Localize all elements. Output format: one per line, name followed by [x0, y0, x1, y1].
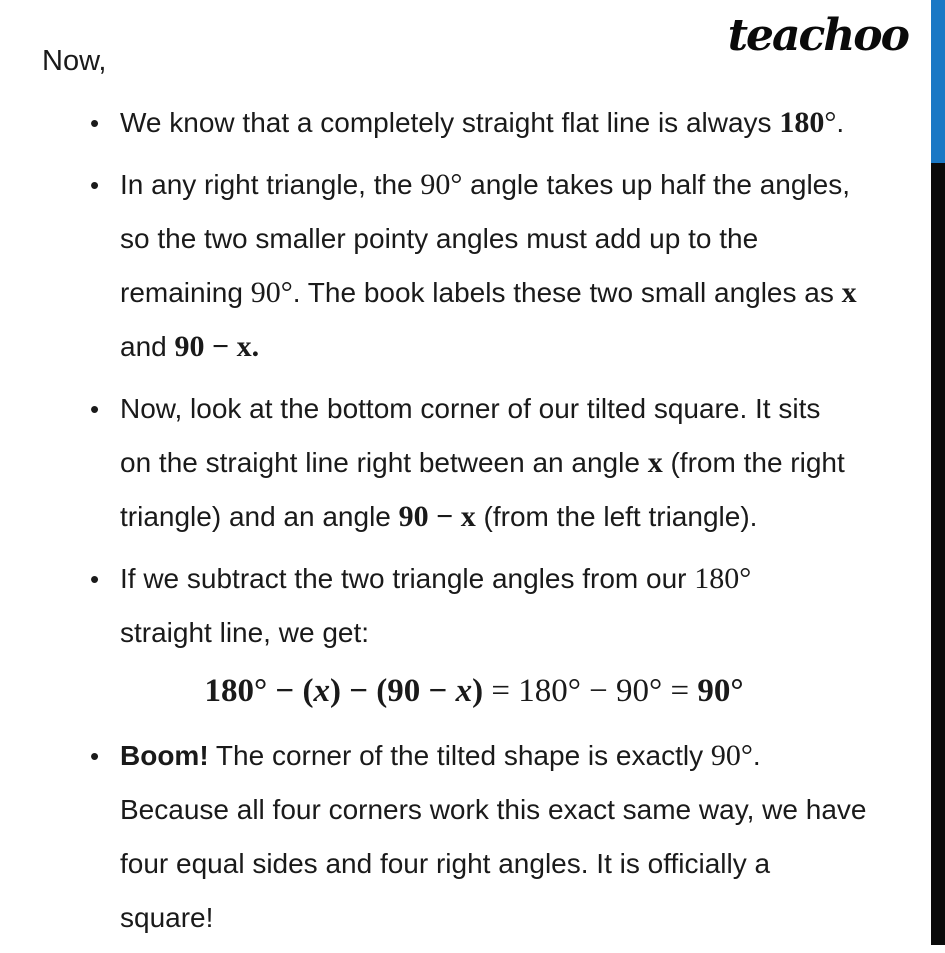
- text-segment: (from the right: [662, 447, 845, 478]
- text-segment: triangle) and an angle: [120, 501, 399, 532]
- text-segment: °: [824, 106, 837, 139]
- bullet-item: [88, 158, 918, 374]
- text-segment: Now, look at the bottom corner of our tilted square. It sits: [120, 393, 821, 424]
- text-segment: ) − (: [329, 673, 388, 709]
- text-segment: 180: [779, 106, 825, 139]
- text-segment: We know that a completely straight flat line is always: [120, 107, 780, 138]
- text-segment: 90°: [250, 276, 293, 309]
- equation-line: [120, 660, 828, 721]
- text-segment: and: [120, 331, 175, 362]
- text-segment: Because all four corners work this exact same way, we have: [120, 794, 867, 825]
- text-segment: ): [472, 673, 484, 709]
- accent-bar-blue: [931, 0, 945, 163]
- teachoo-logo: teachoo: [727, 10, 908, 61]
- intro-text: Now,: [42, 45, 107, 77]
- bullet-item: [88, 382, 918, 544]
- bullet-item: [88, 552, 918, 721]
- text-segment: . The book labels these two small angles as: [292, 277, 842, 308]
- text-segment: straight line, we get:: [120, 617, 370, 648]
- text-segment: (from the left triangle).: [475, 501, 758, 532]
- bullet-list: [88, 96, 918, 953]
- text-segment: = 180° − 90° =: [483, 673, 698, 709]
- text-segment: In any right triangle, the: [120, 169, 421, 200]
- text-segment: 90 − x: [398, 500, 476, 533]
- text-segment: x: [455, 673, 473, 709]
- text-segment: x: [313, 673, 330, 709]
- text-segment: 90 − x.: [174, 330, 260, 363]
- text-segment: x: [841, 276, 857, 309]
- text-segment: remaining: [120, 277, 251, 308]
- text-segment: If we subtract the two triangle angles from our: [120, 563, 695, 594]
- text-segment: square!: [120, 902, 214, 933]
- text-segment: − (: [267, 673, 314, 709]
- text-segment: 180°: [204, 673, 268, 709]
- accent-bar-black: [931, 163, 945, 945]
- text-segment: 180°: [694, 562, 752, 595]
- text-segment: .: [752, 740, 761, 771]
- text-segment: 90°: [697, 673, 744, 709]
- text-segment: 90 −: [387, 673, 456, 709]
- bullet-item: [88, 729, 918, 945]
- text-segment: .: [836, 107, 845, 138]
- text-segment: x: [647, 446, 663, 479]
- text-segment: on the straight line right between an angle: [120, 447, 648, 478]
- bullet-item: [88, 96, 918, 150]
- text-segment: so the two smaller pointy angles must add up to the: [120, 223, 759, 254]
- text-segment: The corner of the tilted shape is exactly: [208, 740, 711, 771]
- text-segment: 90°: [710, 739, 753, 772]
- text-segment: 90°: [420, 168, 463, 201]
- text-segment: Boom!: [120, 740, 209, 771]
- text-segment: angle takes up half the angles,: [462, 169, 851, 200]
- text-segment: four equal sides and four right angles. It is officially a: [120, 848, 771, 879]
